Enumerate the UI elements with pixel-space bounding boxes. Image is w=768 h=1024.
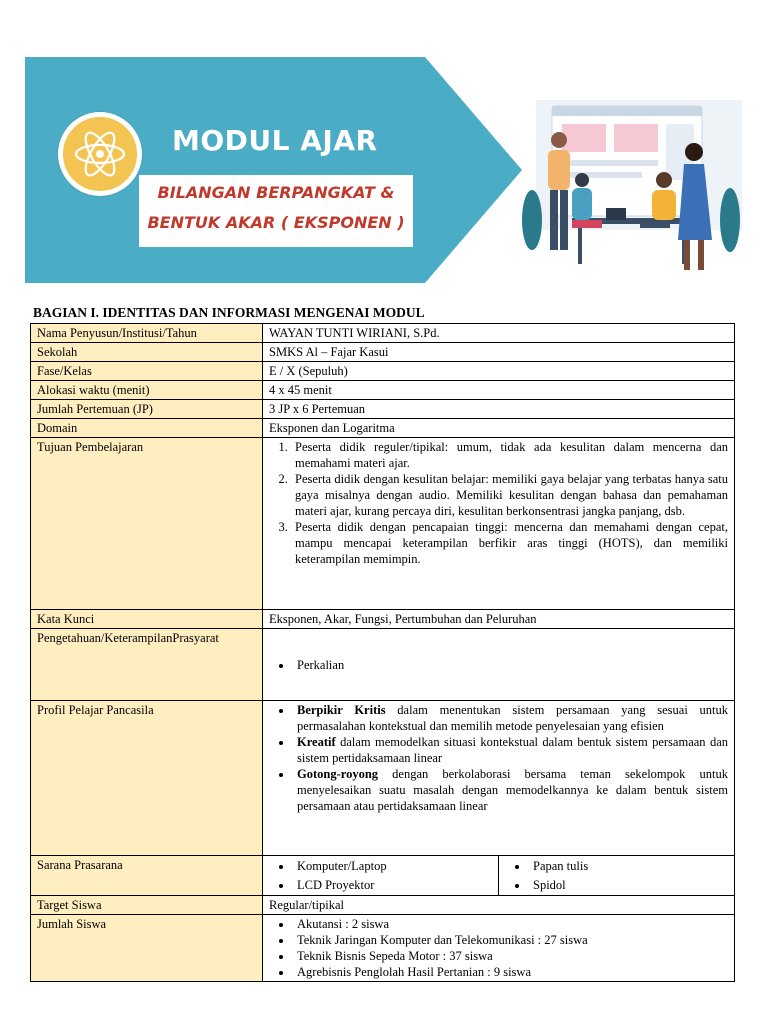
list-item [293, 702, 728, 734]
row-label: Pengetahuan/KeterampilanPrasyarat [31, 629, 263, 701]
row-value [263, 856, 735, 896]
table-row [31, 915, 735, 982]
row-value [263, 915, 735, 982]
row-label: Profil Pelajar Pancasila [31, 701, 263, 856]
row-label: Alokasi waktu (menit) [31, 381, 263, 400]
banner-arrow-tip [425, 57, 522, 283]
team-meeting-illustration [522, 100, 744, 282]
module-subtitle-line-2: BENTUK AKAR ( EKSPONEN ) [147, 213, 405, 232]
table-row [31, 896, 735, 915]
prerequisite-list [269, 657, 728, 673]
row-value: Regular/tipikal [263, 896, 735, 915]
table-row [31, 343, 735, 362]
row-value [263, 438, 735, 610]
row-value: Eksponen, Akar, Fungsi, Pertumbuhan dan Peluruhan [263, 610, 735, 629]
row-label: Domain [31, 419, 263, 438]
list-item: • Komputer/Laptop [293, 858, 492, 874]
row-label: Target Siswa [31, 896, 263, 915]
list-item: • Agrebisnis Penglolah Hasil Pertanian : 9 siswa [293, 964, 728, 980]
list-item: 1. Peserta didik reguler/tipikal: umum, tidak ada kesulitan dalam mencerna dan memahami materi ajar. [291, 439, 728, 471]
row-value: 4 x 45 menit [263, 381, 735, 400]
row-value: E / X (Sepuluh) [263, 362, 735, 381]
row-value: 3 JP x 6 Pertemuan [263, 400, 735, 419]
list-item: • Spidol [529, 877, 728, 893]
section-heading: BAGIAN I. IDENTITAS DAN INFORMASI MENGENAI MODUL [33, 305, 425, 320]
table-row [31, 400, 735, 419]
table-row [31, 419, 735, 438]
row-label: Jumlah Pertemuan (JP) [31, 400, 263, 419]
row-label: Sekolah [31, 343, 263, 362]
module-identity-table [30, 323, 735, 982]
profile-text: dengan berkolaborasi bersama teman sekelompok untuk menyelesaikan suatu masalah dengan memodelkannya ke dalam bentuk sistem persamaan atau pertidaksamaan linear [297, 767, 728, 813]
row-label: Sarana Prasarana [31, 856, 263, 896]
row-value: SMKS Al – Fajar Kasui [263, 343, 735, 362]
table-row [31, 362, 735, 381]
profile-term: Gotong-royong [297, 767, 379, 781]
row-label: Fase/Kelas [31, 362, 263, 381]
profile-term: Berpikir Kritis [297, 703, 386, 717]
facilities-right [499, 855, 734, 896]
list-item [293, 734, 728, 766]
list-item: • Teknik Jaringan Komputer dan Telekomunikasi : 27 siswa [293, 932, 728, 948]
list-item: • Perkalian [293, 657, 728, 673]
row-value [263, 701, 735, 856]
learning-objectives-list [269, 439, 728, 567]
table-row [31, 701, 735, 856]
profile-text: dalam menentukan sistem persamaan yang sesuai untuk permasalahan kontekstual dan memilih metode penyelesaian yang efisien [297, 703, 728, 733]
module-subtitle-line-1: BILANGAN BERPANGKAT & [157, 183, 395, 202]
list-item: 3. Peserta didik dengan pencapaian tinggi: mencerna dan memahami dengan cepat, mampu mencapai keterampilan berfikir aras tinggi (HOTS), dan memiliki keterampilan memimpin. [291, 519, 728, 567]
table-row [31, 381, 735, 400]
pancasila-profile-list [269, 702, 728, 814]
row-value [263, 629, 735, 701]
list-item: 2. Peserta didik dengan kesulitan belajar: memiliki gaya belajar yang terbatas hanya satu gaya misalnya dengan audio. Memiliki kesulitan dengan bahasa dan pemahaman materi ajar, kurang percaya diri, kesulitan berkonsentrasi jangka panjang, dsb. [291, 471, 728, 519]
table-row [31, 610, 735, 629]
facilities-list-right [505, 858, 728, 893]
row-value: Eksponen dan Logaritma [263, 419, 735, 438]
row-label: Jumlah Siswa [31, 915, 263, 982]
facilities-left [263, 855, 499, 896]
row-label: Tujuan Pembelajaran [31, 438, 263, 610]
row-label: Kata Kunci [31, 610, 263, 629]
atom-icon [58, 112, 142, 196]
list-item: • LCD Proyektor [293, 877, 492, 893]
facilities-list-left [269, 858, 492, 893]
list-item: • Akutansi : 2 siswa [293, 916, 728, 932]
module-title: MODUL AJAR [172, 124, 378, 157]
profile-text: dalam memodelkan situasi kontekstual dalam bentuk sistem persamaan dan sistem pertidaksamaan linear [297, 735, 728, 765]
list-item [293, 766, 728, 814]
list-item: • Teknik Bisnis Sepeda Motor : 37 siswa [293, 948, 728, 964]
row-value: WAYAN TUNTI WIRIANI, S.Pd. [263, 324, 735, 343]
list-item: • Papan tulis [529, 858, 728, 874]
module-subtitle-box [139, 175, 413, 247]
profile-term: Kreatif [297, 735, 336, 749]
student-count-list [269, 916, 728, 980]
table-row [31, 629, 735, 701]
table-row [31, 438, 735, 610]
row-label: Nama Penyusun/Institusi/Tahun [31, 324, 263, 343]
table-row [31, 324, 735, 343]
facilities-split [263, 855, 734, 896]
table-row [31, 856, 735, 896]
